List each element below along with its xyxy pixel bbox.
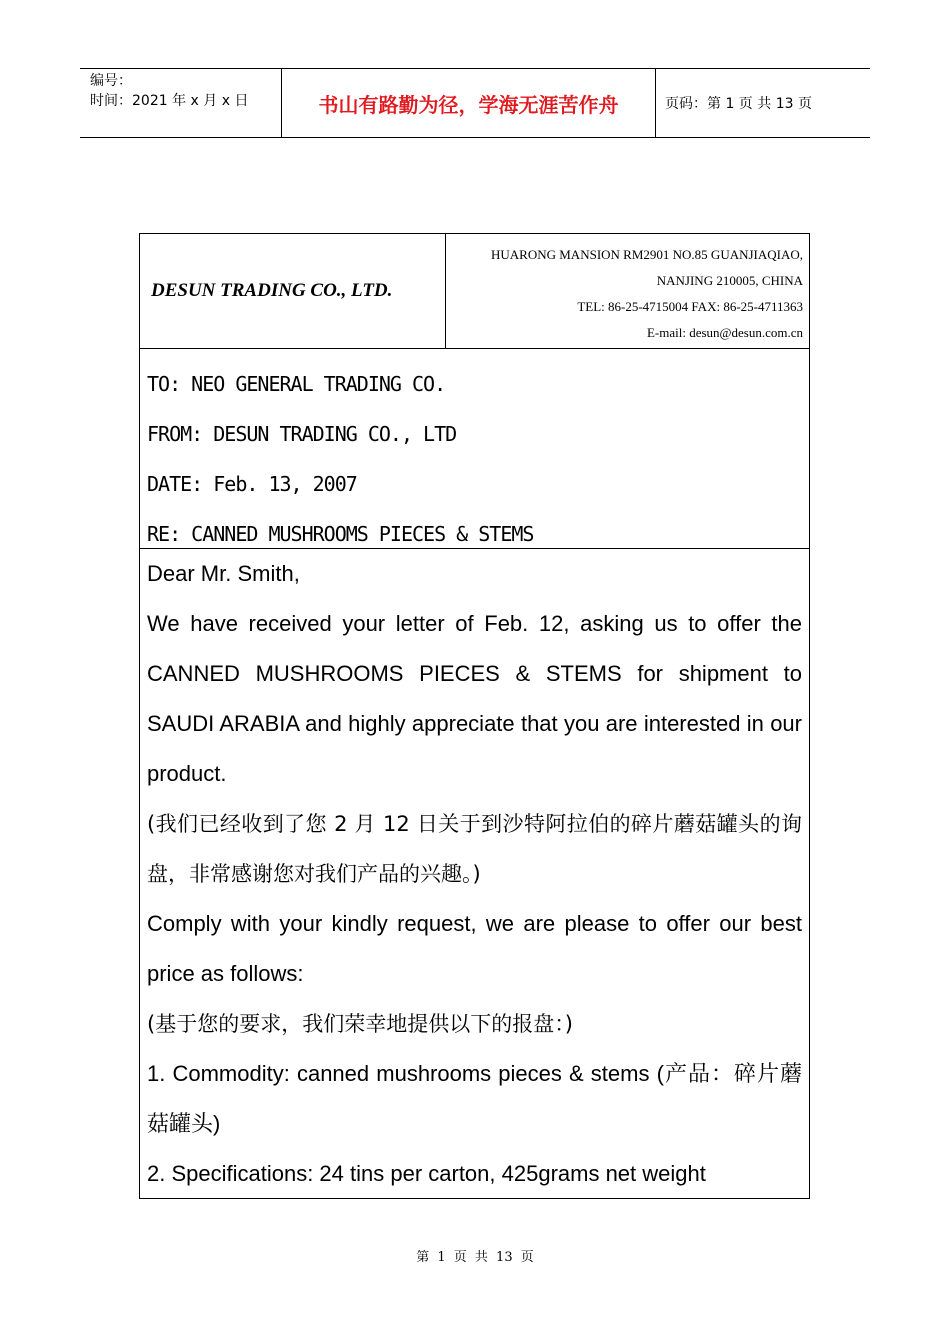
address-line-2: NANJING 210005, CHINA	[656, 273, 803, 288]
paragraph-1: We have received your letter of Feb. 12, asking us to offer the CANNED MUSHROOMS PIECES & STEMS for shipment to SAUDI ARABIA and highly appreciate that you are interested in our product.	[147, 611, 802, 786]
item-specifications: 2. Specifications: 24 tins per carton, 425grams net weight	[147, 1161, 706, 1186]
page-indicator: 页码：第 1 页 共 13 页	[665, 96, 812, 112]
address-line-1: HUARONG MANSION RM2901 NO.85 GUANJIAQIAO,	[491, 247, 803, 262]
letterhead	[140, 234, 809, 349]
page-footer: 第 1 页 共 13 页	[416, 1250, 534, 1265]
memo-date: DATE: Feb. 13, 2007	[147, 472, 357, 496]
paragraph-2: Comply with your kindly request, we are please to offer our best price as follows:	[147, 911, 802, 986]
memo-from: FROM: DESUN TRADING CO., LTD	[147, 422, 457, 446]
memo-to: TO: NEO GENERAL TRADING CO.	[147, 372, 446, 396]
header-meta	[80, 69, 281, 137]
item-commodity: 1. Commodity: canned mushrooms pieces & stems (产品：碎片蘑菇罐头)	[147, 1061, 802, 1136]
paragraph-2-chinese: (基于您的要求，我们荣幸地提供以下的报盘：)	[147, 1012, 573, 1036]
time-label: 时间：2021 年 x 月 x 日	[90, 93, 249, 109]
letter-body	[140, 549, 809, 1199]
salutation: Dear Mr. Smith,	[147, 561, 300, 586]
memo-block	[140, 349, 809, 549]
email: E-mail: desun@desun.com.cn	[646, 325, 803, 340]
letter-box	[139, 233, 810, 1199]
page-header	[80, 68, 870, 138]
motto: 书山有路勤为径，学海无涯苦作舟	[281, 69, 656, 137]
memo-re: RE: CANNED MUSHROOMS PIECES & STEMS	[147, 522, 534, 546]
company-address	[446, 234, 809, 348]
serial-label: 编号：	[90, 73, 132, 89]
paragraph-1-chinese: (我们已经收到了您 2 月 12 日关于到沙特阿拉伯的碎片蘑菇罐头的询盘，非常感谢您对我们产品的兴趣。)	[147, 812, 802, 886]
phone-fax: TEL: 86-25-4715004 FAX: 86-25-4711363	[577, 299, 803, 314]
company-name: DESUN TRADING CO., LTD.	[140, 234, 446, 348]
